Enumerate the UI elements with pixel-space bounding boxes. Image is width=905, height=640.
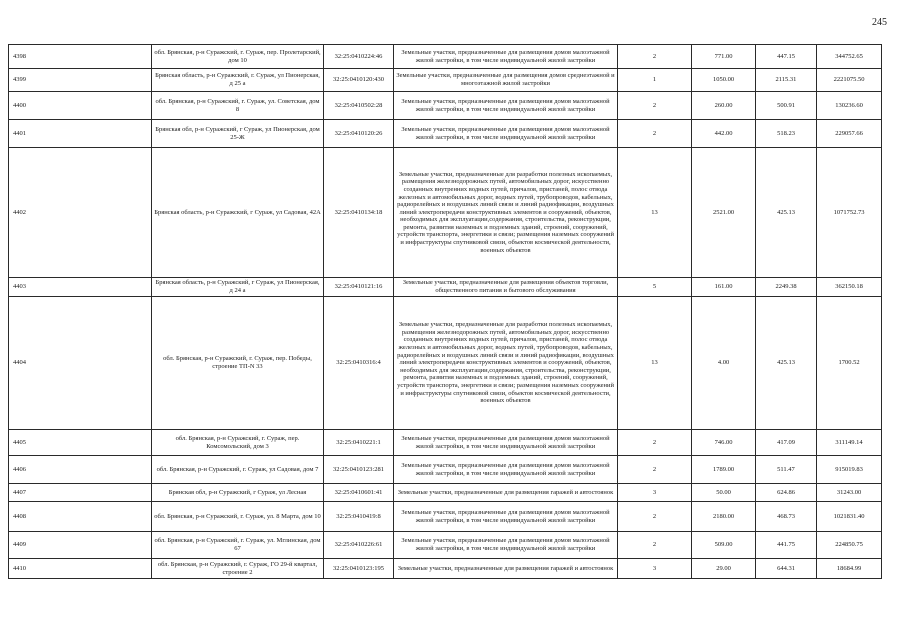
row-group: 13 — [618, 148, 692, 278]
table-row — [9, 92, 882, 120]
row-number: 4406 — [9, 456, 152, 484]
row-land-use: Земельные участки, предназначенные для размещения домов малоэтажной жилой застройки, в том числе индивидуальной жилой застройки — [394, 532, 618, 559]
row-unit-price: 447.15 — [756, 45, 817, 69]
row-number: 4408 — [9, 502, 152, 532]
row-area: 50.00 — [692, 484, 756, 502]
row-cadastral-number: 32:25:0410123:195 — [324, 559, 394, 579]
row-unit-price: 518.23 — [756, 120, 817, 148]
row-area: 1789.00 — [692, 456, 756, 484]
row-address: обл. Брянская, р-н Суражский, г. Сураж, ул. 8 Марта, дом 10 — [152, 502, 324, 532]
row-unit-price: 441.75 — [756, 532, 817, 559]
row-unit-price: 511.47 — [756, 456, 817, 484]
row-group: 2 — [618, 456, 692, 484]
row-unit-price: 624.86 — [756, 484, 817, 502]
row-address: Брянская область, р-н Суражский, г Сураж, ул Пионерская, д 24 а — [152, 278, 324, 297]
table-row — [9, 532, 882, 559]
table-body — [9, 45, 882, 579]
row-cadastral-number: 32:25:0410123:281 — [324, 456, 394, 484]
row-total-value: 130236.60 — [817, 92, 882, 120]
row-total-value: 344752.65 — [817, 45, 882, 69]
table-row — [9, 148, 882, 278]
row-land-use: Земельные участки, предназначенные для размещения домов малоэтажной жилой застройки, в том числе индивидуальной жилой застройки — [394, 502, 618, 532]
table-row — [9, 559, 882, 579]
row-total-value: 2221075.50 — [817, 69, 882, 92]
row-area: 509.00 — [692, 532, 756, 559]
row-unit-price: 425.13 — [756, 297, 817, 430]
row-address: обл. Брянская, р-н Суражский, г. Сураж, пер. Комсомольский, дом 3 — [152, 430, 324, 456]
row-unit-price: 644.31 — [756, 559, 817, 579]
row-number: 4399 — [9, 69, 152, 92]
row-number: 4407 — [9, 484, 152, 502]
row-cadastral-number: 32:25:0410226:61 — [324, 532, 394, 559]
row-total-value: 915019.83 — [817, 456, 882, 484]
row-cadastral-number: 32:25:0410419:8 — [324, 502, 394, 532]
row-number: 4401 — [9, 120, 152, 148]
row-group: 3 — [618, 559, 692, 579]
row-address: Брянская обл, р-н Суражский, г Сураж, ул Лесная — [152, 484, 324, 502]
row-land-use: Земельные участки, предназначенные для размещения объектов торговли, общественного питания и бытового обслуживания — [394, 278, 618, 297]
row-group: 2 — [618, 92, 692, 120]
row-total-value: 362150.18 — [817, 278, 882, 297]
row-area: 2180.00 — [692, 502, 756, 532]
row-group: 2 — [618, 532, 692, 559]
row-group: 2 — [618, 430, 692, 456]
row-number: 4410 — [9, 559, 152, 579]
row-cadastral-number: 32:25:0410601:41 — [324, 484, 394, 502]
table-row — [9, 484, 882, 502]
row-number: 4409 — [9, 532, 152, 559]
row-land-use: Земельные участки, предназначенные для размещения домов среднеэтажной и многоэтажной жилой застройки — [394, 69, 618, 92]
row-area: 771.00 — [692, 45, 756, 69]
row-cadastral-number: 32:25:0410316:4 — [324, 297, 394, 430]
row-area: 260.00 — [692, 92, 756, 120]
row-total-value: 31243.00 — [817, 484, 882, 502]
row-land-use: Земельные участки, предназначенные для размещения гаражей и автостоянок — [394, 484, 618, 502]
row-total-value: 311149.14 — [817, 430, 882, 456]
row-address: Брянская область, р-н Суражский, г. Сураж, ул Пионерская, д 25 а — [152, 69, 324, 92]
table-row — [9, 430, 882, 456]
row-group: 3 — [618, 484, 692, 502]
row-number: 4402 — [9, 148, 152, 278]
row-group: 2 — [618, 120, 692, 148]
row-land-use: Земельные участки, предназначенные для размещения домов малоэтажной жилой застройки, в том числе индивидуальной жилой застройки — [394, 120, 618, 148]
row-land-use: Земельные участки, предназначенные для разработки полезных ископаемых, размещения железнодорожных путей, автомобильных дорог, искусственно созданных внутренних водных путей, причалов, пристаней, полос отвода железных и автомобильных дорог, водных путей, трубопроводов, кабельных, радиорелейных и воздушных линий связи и линий радиофикации, воздушных линий электропередачи конструктивных элементов и сооружений, объектов, необходимых для эксплуатации,содержания, строительства, реконструкции, ремонта, развития наземных и подземных зданий, строений, сооружений, устройств транспорта, энергетики и связи; размещения наземных сооружений и инфраструктуры спутниковой связи, объектов космической деятельности, военных объектов — [394, 297, 618, 430]
row-unit-price: 500.91 — [756, 92, 817, 120]
row-address: обл. Брянская, р-н Суражский, г. Сураж, ул. Мглинская, дом 67 — [152, 532, 324, 559]
table-row — [9, 502, 882, 532]
table-row — [9, 297, 882, 430]
row-total-value: 18684.99 — [817, 559, 882, 579]
table-row — [9, 456, 882, 484]
row-area: 2521.00 — [692, 148, 756, 278]
row-land-use: Земельные участки, предназначенные для разработки полезных ископаемых, размещения железнодорожных путей, автомобильных дорог, искусственно созданных внутренних водных путей, причалов, пристаней, полос отвода железных и автомобильных дорог, водных путей, трубопроводов, кабельных, радиорелейных и воздушных линий связи и линий радиофикации, воздушных линий электропередачи конструктивных элементов и сооружений, объектов, необходимых для эксплуатации,содержания, строительства, реконструкции, ремонта, развития наземных и подземных зданий, строений, сооружений, устройств транспорта, энергетики и связи; размещения наземных сооружений и инфраструктуры спутниковой связи, объектов космической деятельности, военных объектов — [394, 148, 618, 278]
row-area: 161.00 — [692, 278, 756, 297]
row-total-value: 1071752.73 — [817, 148, 882, 278]
row-area: 4.00 — [692, 297, 756, 430]
row-land-use: Земельные участки, предназначенные для размещения домов малоэтажной жилой застройки, в том числе индивидуальной жилой застройки — [394, 456, 618, 484]
row-area: 442.00 — [692, 120, 756, 148]
row-cadastral-number: 32:25:0410134:18 — [324, 148, 394, 278]
row-address: Брянская обл, р-н Суражский, г Сураж, ул Пионерская, дом 25-Ж — [152, 120, 324, 148]
row-address: обл. Брянская, р-н Суражский, г. Сураж, ул Садовая, дом 7 — [152, 456, 324, 484]
row-number: 4398 — [9, 45, 152, 69]
row-land-use: Земельные участки, предназначенные для размещения домов малоэтажной жилой застройки, в том числе индивидуальной жилой застройки — [394, 45, 618, 69]
row-land-use: Земельные участки, предназначенные для размещения домов малоэтажной жилой застройки, в том числе индивидуальной жилой застройки — [394, 92, 618, 120]
row-number: 4400 — [9, 92, 152, 120]
row-unit-price: 468.73 — [756, 502, 817, 532]
row-group: 13 — [618, 297, 692, 430]
row-total-value: 1700.52 — [817, 297, 882, 430]
row-total-value: 229057.66 — [817, 120, 882, 148]
row-unit-price: 2249.38 — [756, 278, 817, 297]
page-number: 245 — [872, 17, 887, 28]
row-cadastral-number: 32:25:0410224:46 — [324, 45, 394, 69]
row-total-value: 224850.75 — [817, 532, 882, 559]
land-registry-table — [8, 44, 882, 579]
row-area: 746.00 — [692, 430, 756, 456]
row-group: 2 — [618, 45, 692, 69]
row-address: обл. Брянская, р-н Суражский, г. Сураж, пер. Победы, строение ТП-N 33 — [152, 297, 324, 430]
table-row — [9, 69, 882, 92]
row-cadastral-number: 32:25:0410221:1 — [324, 430, 394, 456]
row-number: 4405 — [9, 430, 152, 456]
row-number: 4404 — [9, 297, 152, 430]
row-address: обл. Брянская, р-н Суражский, г. Сураж, ул. Советская, дом 8 — [152, 92, 324, 120]
row-total-value: 1021831.40 — [817, 502, 882, 532]
row-address: обл. Брянская, р-н Суражский, г. Сураж, пер. Пролетарский, дом 10 — [152, 45, 324, 69]
row-address: обл. Брянская, р-н Суражский, г. Сураж, ГО 29-й квартал, строение 2 — [152, 559, 324, 579]
row-cadastral-number: 32:25:0410502:28 — [324, 92, 394, 120]
table-row — [9, 45, 882, 69]
table-row — [9, 278, 882, 297]
row-area: 29.00 — [692, 559, 756, 579]
row-land-use: Земельные участки, предназначенные для размещения гаражей и автостоянок — [394, 559, 618, 579]
row-group: 1 — [618, 69, 692, 92]
row-land-use: Земельные участки, предназначенные для размещения домов малоэтажной жилой застройки, в том числе индивидуальной жилой застройки — [394, 430, 618, 456]
row-group: 5 — [618, 278, 692, 297]
row-cadastral-number: 32:25:0410120:430 — [324, 69, 394, 92]
row-address: Брянская область, р-н Суражский, г Сураж, ул Садовая, 42А — [152, 148, 324, 278]
row-unit-price: 417.09 — [756, 430, 817, 456]
row-unit-price: 425.13 — [756, 148, 817, 278]
row-cadastral-number: 32:25:0410121:16 — [324, 278, 394, 297]
row-number: 4403 — [9, 278, 152, 297]
table-row — [9, 120, 882, 148]
row-area: 1050.00 — [692, 69, 756, 92]
row-group: 2 — [618, 502, 692, 532]
row-cadastral-number: 32:25:0410120:26 — [324, 120, 394, 148]
row-unit-price: 2115.31 — [756, 69, 817, 92]
